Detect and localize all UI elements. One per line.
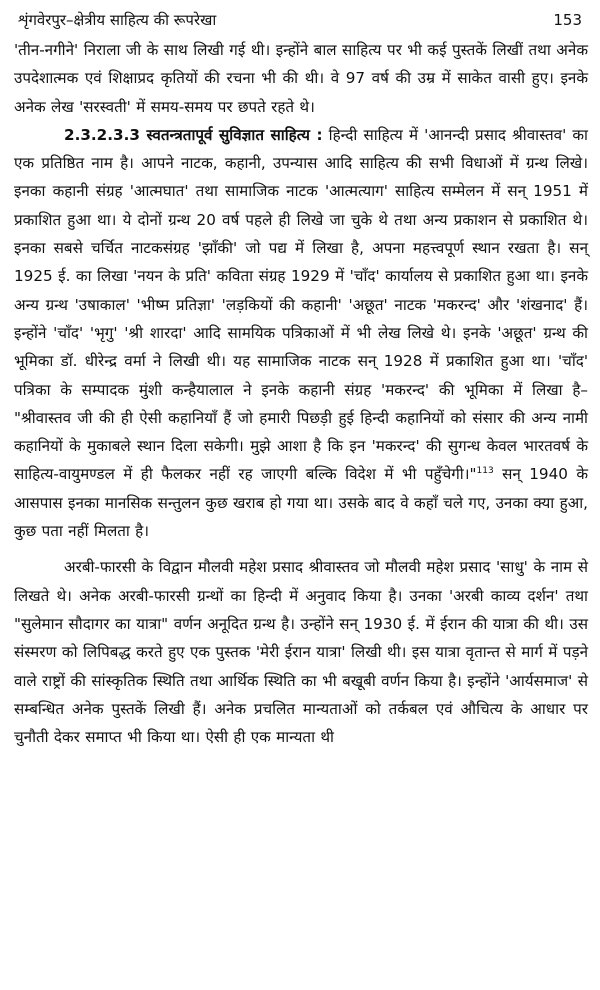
- paragraph-text: 'तीन-नगीने' निराला जी के साथ लिखी गई थी। इन्होंने बाल साहित्य पर भी कई पुस्तकें लिखीं तथा अनेक उपदेशात्मक एवं शिक्षाप्रद कृतियों की रचना भी की थी। वे 97 वर्ष की उम्र में साकेत वासी हुए। इनके अनेक लेख 'सरस्वती' में समय-समय पर छपते रहते थे।: [14, 41, 588, 116]
- paragraph-continuation: [14, 36, 588, 121]
- page-header: [14, 10, 588, 36]
- section-heading: 2.3.2.3.3 स्वतन्त्रतापूर्व सुविज्ञात साहित्य :: [64, 125, 323, 144]
- paragraph-maulvi-mahesh-prasad: [14, 553, 588, 751]
- paragraph-section-2-3-2-3-3: [14, 121, 588, 545]
- paragraph-text-continued: सन् 1940 के आसपास इनका मानसिक सन्तुलन कुछ खराब हो गया था। उसके बाद वे कहाँ चले गए, उनका क्या हुआ, कुछ पता नहीं मिलता है।: [14, 465, 589, 541]
- page-number: 153: [553, 11, 582, 29]
- footnote-reference: 113: [476, 466, 494, 477]
- paragraph-text: हिन्दी साहित्य में 'आनन्दी प्रसाद श्रीवास्तव' का एक प्रतिष्ठित नाम है। आपने नाटक, कहानी, उपन्यास आदि साहित्य की सभी विधाओं में ग्रन्थ लिखे। इनका कहानी संग्रह 'आत्मघात' तथा सामाजिक नाटक 'आत्मत्याग' साहित्य सम्मेलन में सन् 1951 में प्रकाशित हुआ था। ये दोनों ग्रन्थ 20 वर्ष पहले ही लिखे जा चुके थे तथा अन्य प्रकाशन से प्रकाशित थे। इनका सबसे चर्चित नाटकसंग्रह 'झाँकी' जो पद्य में लिखा है, अपना महत्त्वपूर्ण स्थान रखता है। सन् 1925 ई. का लिखा 'नयन के प्रति' कविता संग्रह 1929 में 'चाँद' कार्यालय से प्रकाशित हुआ था। इनके अन्य ग्रन्थ 'उषाकाल' 'भीष्म प्रतिज्ञा' 'लड़कियों की कहानी' 'अछूत' नाटक 'मकरन्द' और 'शंखनाद' हैं। इन्होंने 'चाँद' 'भृगु' 'श्री शारदा' आदि सामयिक पत्रिकाओं में भी लेख लिखे थे। इनके 'अछूत' ग्रन्थ की भूमिका डॉ. धीरेन्द्र वर्मा ने लिखी थी। यह सामाजिक नाटक सन् 1928 में प्रकाशित हुआ था। 'चाँद' पत्रिका के सम्पादक मुंशी कन्हैयालाल ने इनके कहानी संग्रह 'मकरन्द' की भूमिका में लिखा है– "श्रीवास्तव जी की ही ऐसी कहानियाँ हैं जो हमारी पिछड़ी हुई हिन्दी कहानियों को संसार की अन्य नामी कहानियों के मुकाबले स्थान दिला सकेगी। मुझे आशा है कि इन 'मकरन्द' की सुगन्ध केवल भारतवर्ष के साहित्य-वायुमण्डल में ही फैलकर नहीं रह जाएगी बल्कि विदेश में भी पहुँचेगी।": [14, 125, 588, 484]
- running-title: शृंगवेरपुर–क्षेत्रीय साहित्य की रूपरेखा: [18, 11, 217, 29]
- paragraph-text: अरबी-फारसी के विद्वान मौलवी महेश प्रसाद श्रीवास्तव जो मौलवी महेश प्रसाद 'साधु' के नाम से लिखते थे। अनेक अरबी-फारसी ग्रन्थों का हिन्दी में अनुवाद किया है। उनका 'अरबी काव्य दर्शन' तथा "सुलेमान सौदागर का यात्रा" वर्णन अनूदित ग्रन्थ है। उन्होंने सन् 1930 ई. में ईरान की यात्रा की थी। उस संस्मरण को लिपिबद्ध करते हुए एक पुस्तक 'मेरी ईरान यात्रा' लिखी थी। इस यात्रा वृतान्त से मार्ग में पड़ने वाले राष्ट्रों की सांस्कृतिक स्थिति तथा आर्थिक स्थिति का भी बखूबी वर्णन किया है। इन्होंने 'आर्यसमाज' से सम्बन्धित अनेक पुस्तकें लिखी हैं। अनेक प्रचलित मान्यताओं को तर्कबल एवं औचित्य के आधार पर चुनौती देकर समाप्त भी किया था। ऐसी ही एक मान्यता थी: [14, 558, 588, 747]
